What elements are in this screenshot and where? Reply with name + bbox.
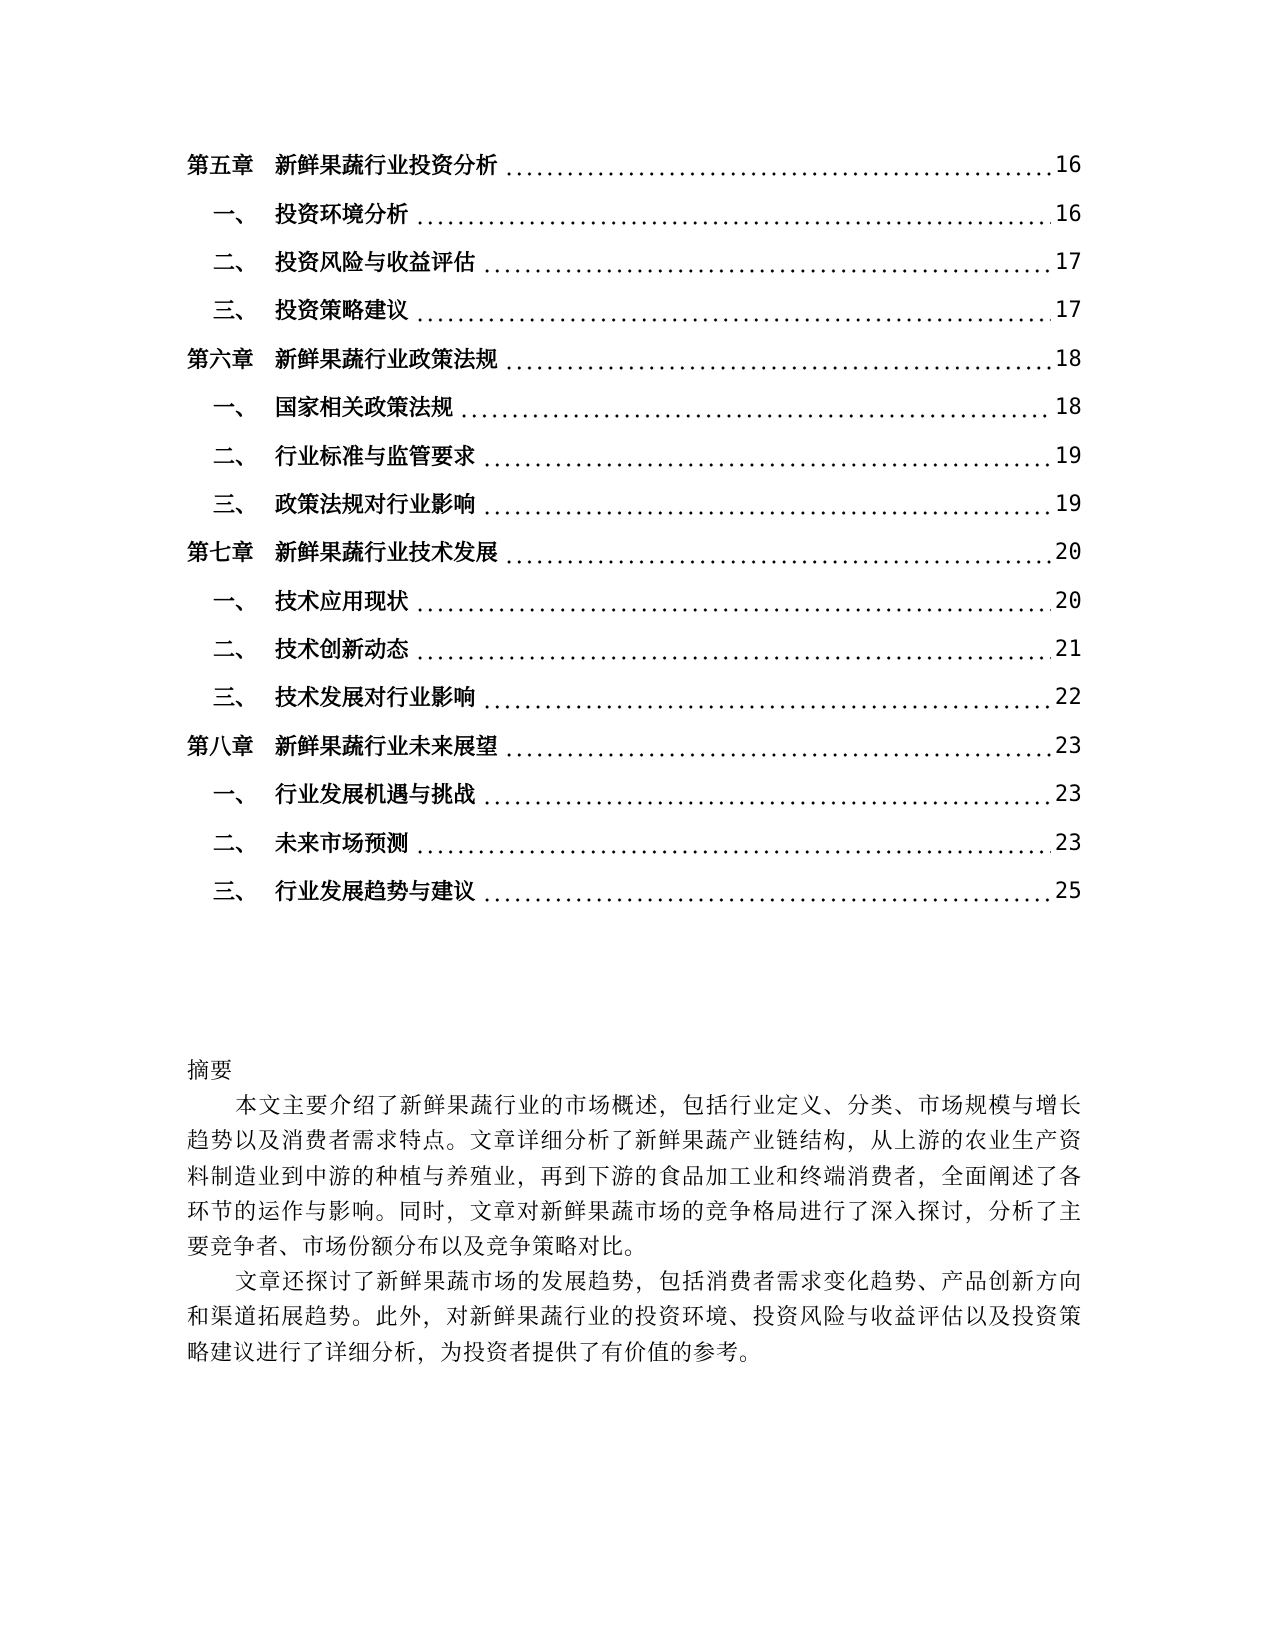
abstract-heading: 摘要 bbox=[187, 1059, 234, 1084]
toc-dot-leader bbox=[504, 365, 1051, 371]
toc-entry-1[interactable] bbox=[187, 142, 1082, 190]
abstract-paragraph-1: 本文主要介绍了新鲜果蔬行业的市场概述，包括行业定义、分类、市场规模与增长趋势以及消费者需求特点。文章详细分析了新鲜果蔬产业链结构，从上游的农业生产资料制造业到中游的种植与养殖业，再到下游的食品加工业和终端消费者，全面阐述了各环节的运作与影响。同时，文章对新鲜果蔬市场的竞争格局进行了深入探讨，分析了主要竞争者、市场份额分布以及竞争策略对比。 bbox=[187, 1094, 1082, 1261]
toc-entry-number: 二、 bbox=[213, 443, 258, 470]
toc-dot-leader bbox=[459, 413, 1051, 419]
toc-entry-3[interactable] bbox=[187, 239, 1082, 287]
toc-entry-number: 一、 bbox=[213, 395, 258, 422]
toc-entry-page-number: 16 bbox=[1054, 153, 1082, 179]
toc-entry-title: 新鲜果蔬行业投资分析 bbox=[275, 153, 499, 180]
toc-dot-leader bbox=[415, 655, 1051, 661]
toc-entry-8[interactable] bbox=[187, 481, 1082, 529]
toc-dot-leader bbox=[504, 171, 1051, 177]
toc-entry-page-number: 23 bbox=[1054, 733, 1082, 759]
toc-entry-number: 二、 bbox=[213, 249, 258, 276]
toc-entry-number: 二、 bbox=[213, 637, 258, 664]
toc-entry-page-number: 18 bbox=[1054, 346, 1082, 372]
toc-entry-number: 三、 bbox=[213, 879, 258, 906]
toc-entry-7[interactable] bbox=[187, 432, 1082, 480]
toc-entry-15[interactable] bbox=[187, 819, 1082, 867]
toc-entry-number: 二、 bbox=[213, 830, 258, 857]
toc-entry-number: 第五章 bbox=[187, 153, 254, 180]
toc-entry-10[interactable] bbox=[187, 578, 1082, 626]
toc-entry-5[interactable] bbox=[187, 336, 1082, 384]
toc-dot-leader bbox=[415, 849, 1051, 855]
toc-entry-13[interactable] bbox=[187, 723, 1082, 771]
toc-dot-leader bbox=[482, 268, 1051, 274]
toc-entry-page-number: 16 bbox=[1054, 201, 1082, 227]
toc-dot-leader bbox=[482, 897, 1051, 903]
toc-dot-leader bbox=[415, 220, 1051, 226]
toc-dot-leader bbox=[482, 704, 1051, 710]
toc-entry-page-number: 21 bbox=[1054, 637, 1082, 663]
toc-entry-4[interactable] bbox=[187, 287, 1082, 335]
abstract-section bbox=[187, 1054, 1082, 1371]
toc-entry-14[interactable] bbox=[187, 771, 1082, 819]
toc-entry-2[interactable] bbox=[187, 190, 1082, 238]
toc-entry-page-number: 23 bbox=[1054, 782, 1082, 808]
abstract-paragraph-2: 文章还探讨了新鲜果蔬市场的发展趋势，包括消费者需求变化趋势、产品创新方向和渠道拓展趋势。此外，对新鲜果蔬行业的投资环境、投资风险与收益评估以及投资策略建议进行了详细分析，为投资者提供了有价值的参考。 bbox=[187, 1270, 1082, 1366]
toc-entry-title: 投资策略建议 bbox=[275, 298, 409, 325]
toc-entry-number: 一、 bbox=[213, 588, 258, 615]
toc-entry-number: 三、 bbox=[213, 685, 258, 712]
toc-entry-number: 一、 bbox=[213, 201, 258, 228]
toc-dot-leader bbox=[504, 752, 1051, 758]
toc-entry-page-number: 20 bbox=[1054, 540, 1082, 566]
toc-entry-title: 行业标准与监管要求 bbox=[275, 443, 476, 470]
toc-dot-leader bbox=[415, 317, 1051, 323]
toc-entry-page-number: 17 bbox=[1054, 298, 1082, 324]
toc-entry-number: 第八章 bbox=[187, 733, 254, 760]
toc-entry-title: 新鲜果蔬行业技术发展 bbox=[275, 540, 499, 567]
toc-entry-title: 新鲜果蔬行业政策法规 bbox=[275, 346, 499, 373]
toc-entry-9[interactable] bbox=[187, 529, 1082, 577]
table-of-contents bbox=[187, 142, 1082, 916]
toc-entry-title: 技术发展对行业影响 bbox=[275, 685, 476, 712]
toc-entry-16[interactable] bbox=[187, 868, 1082, 916]
toc-entry-page-number: 19 bbox=[1054, 491, 1082, 517]
toc-entry-number: 一、 bbox=[213, 782, 258, 809]
toc-dot-leader bbox=[415, 607, 1051, 613]
toc-entry-number: 第七章 bbox=[187, 540, 254, 567]
toc-entry-title: 新鲜果蔬行业未来展望 bbox=[275, 733, 499, 760]
toc-entry-number: 第六章 bbox=[187, 346, 254, 373]
toc-dot-leader bbox=[482, 462, 1051, 468]
toc-entry-6[interactable] bbox=[187, 384, 1082, 432]
toc-entry-11[interactable] bbox=[187, 626, 1082, 674]
toc-entry-page-number: 19 bbox=[1054, 443, 1082, 469]
toc-entry-number: 三、 bbox=[213, 491, 258, 518]
toc-entry-title: 政策法规对行业影响 bbox=[275, 491, 476, 518]
toc-entry-title: 行业发展趋势与建议 bbox=[275, 879, 476, 906]
toc-entry-page-number: 23 bbox=[1054, 830, 1082, 856]
toc-entry-title: 投资风险与收益评估 bbox=[275, 249, 476, 276]
toc-entry-page-number: 25 bbox=[1054, 879, 1082, 905]
toc-entry-page-number: 17 bbox=[1054, 249, 1082, 275]
toc-entry-title: 行业发展机遇与挑战 bbox=[275, 782, 476, 809]
toc-entry-title: 国家相关政策法规 bbox=[275, 395, 454, 422]
toc-dot-leader bbox=[482, 800, 1051, 806]
toc-entry-page-number: 18 bbox=[1054, 395, 1082, 421]
toc-entry-page-number: 22 bbox=[1054, 685, 1082, 711]
toc-entry-12[interactable] bbox=[187, 674, 1082, 722]
toc-dot-leader bbox=[482, 510, 1051, 516]
toc-dot-leader bbox=[504, 559, 1051, 565]
toc-entry-title: 投资环境分析 bbox=[275, 201, 409, 228]
toc-entry-title: 未来市场预测 bbox=[275, 830, 409, 857]
toc-entry-title: 技术创新动态 bbox=[275, 637, 409, 664]
toc-entry-title: 技术应用现状 bbox=[275, 588, 409, 615]
toc-entry-page-number: 20 bbox=[1054, 588, 1082, 614]
toc-entry-number: 三、 bbox=[213, 298, 258, 325]
